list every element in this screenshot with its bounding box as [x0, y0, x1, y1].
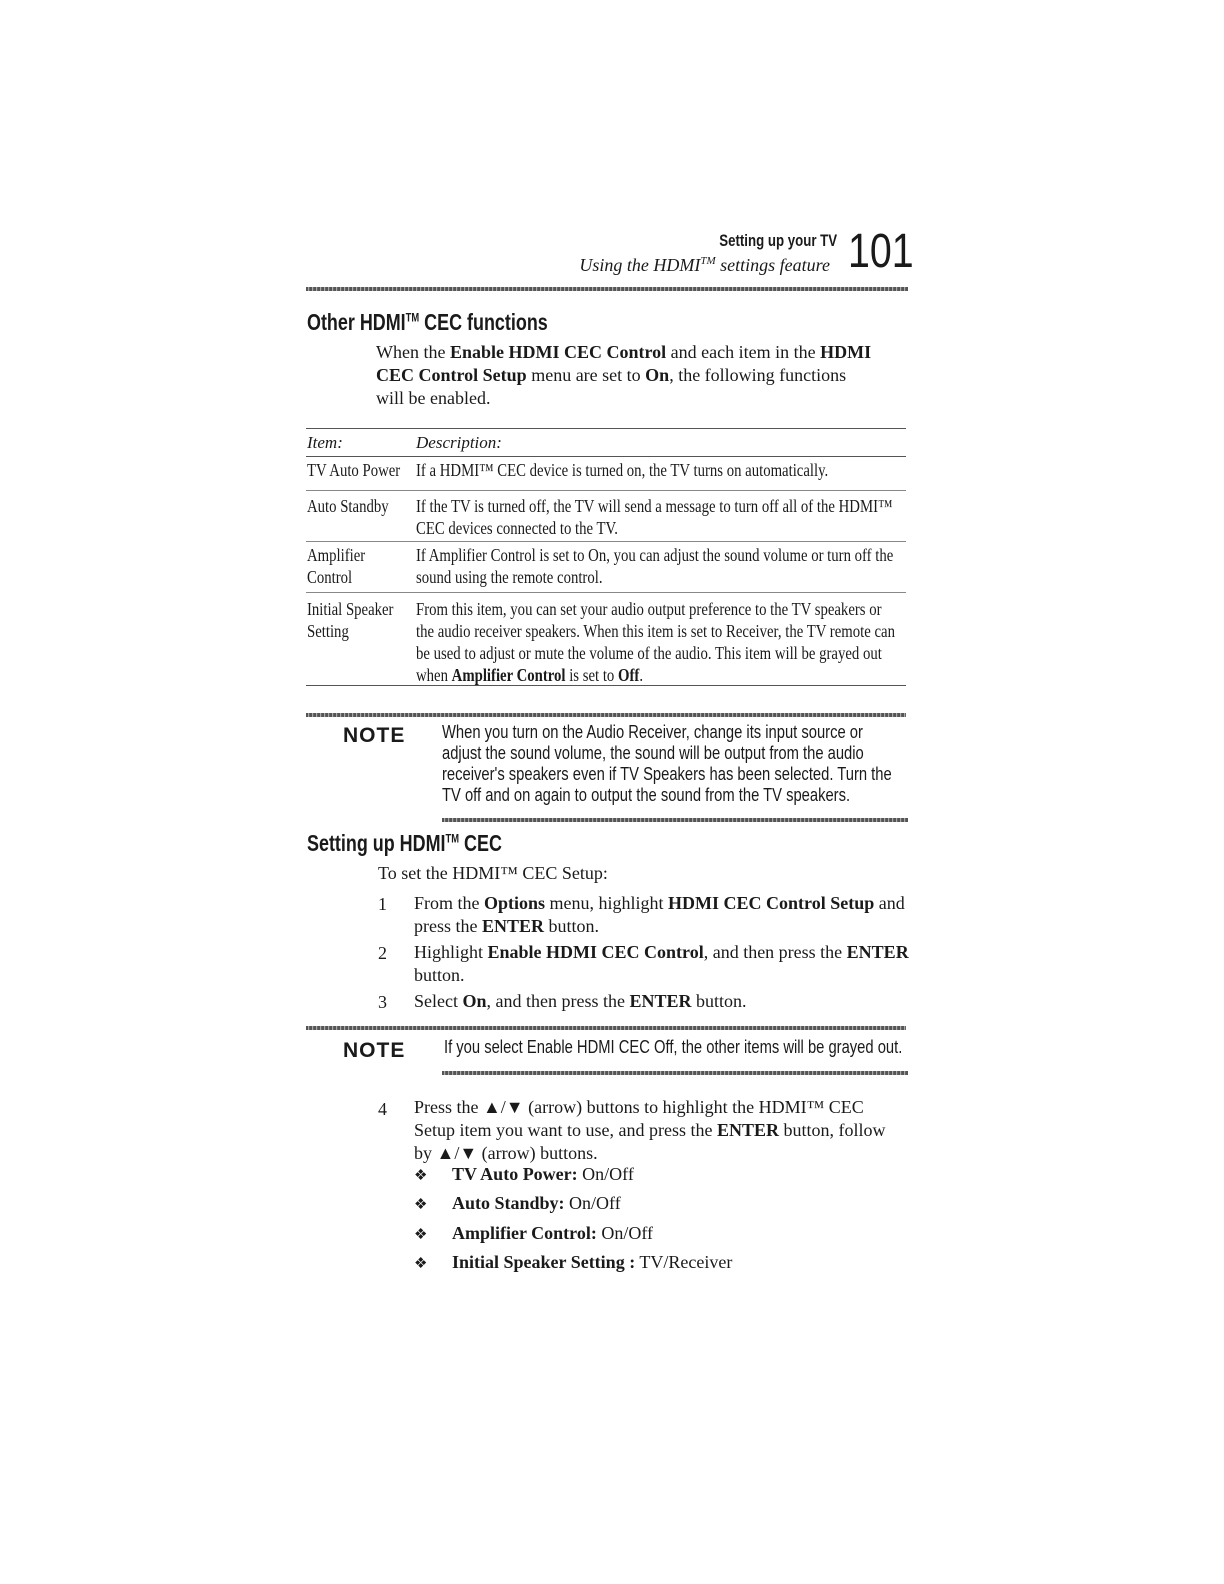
table-row-description: If the TV is turned off, the TV will send a message to turn off all of the HDMI™ CEC devices connected to the TV.	[416, 496, 893, 538]
section-title-other-cec: Other HDMI™ CEC functions	[307, 309, 548, 335]
note-label: NOTE	[343, 1039, 406, 1062]
section-title-setting-up-cec: Setting up HDMI™ CEC	[307, 830, 502, 856]
table-row-description: If Amplifier Control is set to On, you can adjust the sound volume or turn off the sound using the remote control.	[416, 545, 894, 587]
steps-intro: To set the HDMI™ CEC Setup:	[378, 863, 608, 883]
diamond-bullet-icon: ❖	[414, 1227, 428, 1243]
table-row-divider	[306, 592, 906, 593]
table-bottom-rule	[306, 685, 906, 686]
table-row-description: If a HDMI™ CEC device is turned on, the TV turns on automatically.	[416, 460, 829, 480]
option-item: ❖ Auto Standby: On/Off	[414, 1193, 621, 1213]
header-chapter: Setting up your TV	[719, 231, 837, 250]
table-header-description: Description:	[416, 433, 502, 452]
table-row-item: TV Auto Power	[307, 460, 401, 480]
note-text: When you turn on the Audio Receiver, change its input source or adjust the sound volume, the sound will be output from the audio receiver's speakers even if TV Speakers has been selected. Turn the TV off and on again to output the sound from the TV speakers.	[442, 722, 892, 805]
note-text: If you select Enable HDMI CEC Off, the other items will be grayed out.	[444, 1037, 903, 1057]
section-intro: When the Enable HDMI CEC Control and each item in the HDMI CEC Control Setup menu are set to On, the following functions will be enabled.	[376, 342, 872, 408]
step-number: 4	[378, 1099, 387, 1119]
option-item: ❖ Initial Speaker Setting : TV/Receiver	[414, 1252, 733, 1272]
diamond-bullet-icon: ❖	[414, 1256, 428, 1272]
step-number: 3	[378, 992, 387, 1012]
step-number: 2	[378, 943, 387, 963]
note-bottom-rule	[442, 818, 908, 822]
table-row-divider	[306, 541, 906, 542]
step-text: Highlight Enable HDMI CEC Control, and then press the ENTER button.	[414, 942, 909, 985]
option-item: ❖ TV Auto Power: On/Off	[414, 1164, 634, 1184]
step-text: From the Options menu, highlight HDMI CEC Control Setup and press the ENTER button.	[414, 893, 905, 936]
table-top-rule	[306, 428, 906, 429]
step-number: 1	[378, 894, 387, 914]
note-top-rule	[306, 1026, 906, 1030]
header-rule	[306, 287, 908, 291]
page-number: 101	[848, 225, 914, 278]
option-item: ❖ Amplifier Control: On/Off	[414, 1223, 653, 1243]
table-header-item: Item:	[307, 433, 343, 452]
step-text: Select On, and then press the ENTER button.	[414, 991, 747, 1011]
diamond-bullet-icon: ❖	[414, 1168, 428, 1184]
table-row-divider	[306, 490, 906, 491]
diamond-bullet-icon: ❖	[414, 1197, 428, 1213]
table-row-item: Initial Speaker Setting	[307, 599, 394, 641]
table-row-item: Auto Standby	[307, 496, 389, 516]
table-row-description: From this item, you can set your audio output preference to the TV speakers or the audio receiver speakers. When this item is set to Receiver, the TV remote can be used to adjust or mute the volume of the audio. This item will be grayed out when Amplifier Control is set to Off.	[416, 599, 895, 685]
note-top-rule	[306, 713, 906, 717]
header-section: Using the HDMI™ settings feature	[579, 255, 830, 275]
note-bottom-rule	[442, 1071, 908, 1075]
note-label: NOTE	[343, 724, 406, 747]
table-row-item: Amplifier Control	[307, 545, 366, 587]
step-text: Press the ▲/▼ (arrow) buttons to highlight the HDMI™ CEC Setup item you want to use, and press the ENTER button, follow by ▲/▼ (arrow) buttons.	[414, 1097, 886, 1163]
table-header-rule	[306, 456, 906, 457]
